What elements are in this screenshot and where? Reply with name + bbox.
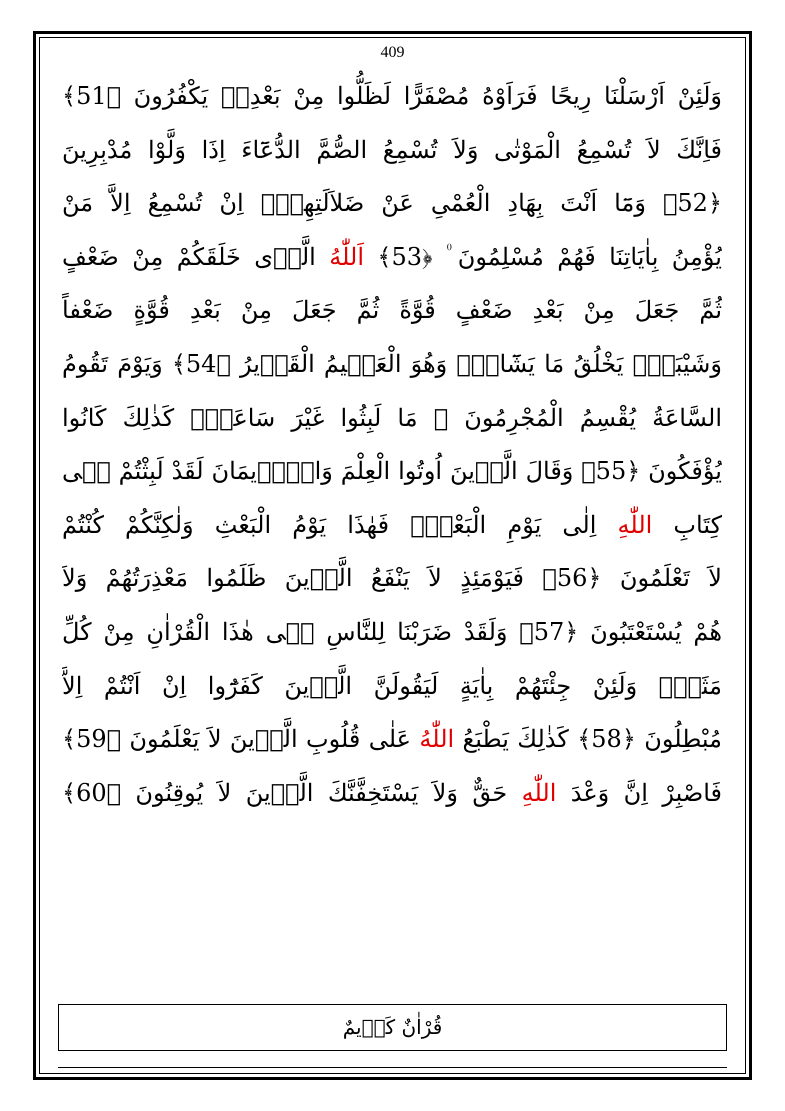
- text-line: السَّاعَةُ يُقْسِمُ الْمُجْرِمُونَ ۙ مَا لَبِثُوا غَيْرَ سَاعَةٍۜ كَذٰلِكَ كَانُوا: [62, 403, 722, 432]
- text-line: هُمْ يُسْتَعْتَبُونَ ﴿57﴾ وَلَقَدْ ضَرَبْنَا لِلنَّاسِ فٖى هٰذَا الْقُرْاٰنِ مِنْ كُلِّ: [62, 617, 722, 646]
- quran-text-block: [62, 70, 722, 820]
- text-line: يُؤْفَكُونَ ﴿55﴾ وَقَالَ الَّذٖينَ اُوتُوا الْعِلْمَ وَالْاٖيمَانَ لَقَدْ لَبِثْتُمْ فٖى: [62, 457, 722, 486]
- text-line: لاَ تَعْلَمُونَ ﴿56﴾ فَيَوْمَئِذٍ لاَ يَنْفَعُ الَّذٖينَ ظَلَمُوا مَعْذِرَتُهُمْ وَلاَ: [62, 564, 722, 593]
- divine-name-highlight: اللّٰهِ: [521, 778, 557, 807]
- footer-title-box: [58, 1004, 727, 1051]
- text-line: ثُمَّ جَعَلَ مِنْ بَعْدِ ضَعْفٍ قُوَّةً ثُمَّ جَعَلَ مِنْ بَعْدِ قُوَّةٍ ضَعْفاً: [62, 296, 722, 325]
- text-line: فَاِنَّكَ لاَ تُسْمِعُ الْمَوْتٰى وَلاَ تُسْمِعُ الصُّمَّ الدُّعَٓاءَ اِذَا وَلَّوْا مُدْبِرِينَ: [62, 135, 722, 164]
- footer-divider: [58, 1067, 727, 1068]
- footer-title: قُرْاٰنٌ كَرٖيمٌ: [342, 1015, 443, 1039]
- divine-name-highlight: اللّٰهِ: [617, 510, 653, 539]
- divine-name-highlight: اَللّٰهُ: [329, 242, 364, 271]
- text-line: ﴿52﴾ وَمَٓا اَنْتَ بِهَادِ الْعُمْىِ عَنْ ضَلاَلَتِهِمْۜ اِنْ تُسْمِعُ اِلاَّ مَنْ: [62, 189, 722, 218]
- text-line: مُبْطِلُونَ ﴿58﴾ كَذٰلِكَ يَطْبَعُ اللّٰهُ عَلٰى قُلُوبِ الَّذٖينَ لاَ يَعْلَمُونَ ﴿59﴾: [62, 725, 722, 754]
- divine-name-highlight: اللّٰهُ: [419, 725, 455, 754]
- text-line: كِتَابِ اللّٰهِ اِلٰى يَوْمِ الْبَعْثِۘ فَهٰذَا يَوْمُ الْبَعْثِ وَلٰكِنَّكُمْ كُنْتُمْ: [62, 510, 722, 539]
- text-line: يُؤْمِنُ بِاٰيَاتِنَا فَهُمْ مُسْلِمُونَ ۠ ﴿53﴾ اَللّٰهُ الَّذٖى خَلَقَكُمْ مِنْ ضَعْفٍ: [62, 242, 722, 271]
- text-line: مَثَلٍۜ وَلَئِنْ جِئْتَهُمْ بِاٰيَةٍ لَيَقُولَنَّ الَّذٖينَ كَفَرُٓوا اِنْ اَنْتُمْ اِلاَّ: [62, 671, 722, 700]
- page-number: 409: [380, 44, 405, 61]
- text-line: فَاصْبِرْ اِنَّ وَعْدَ اللّٰهِ حَقٌّ وَلاَ يَسْتَخِفَّنَّكَ الَّذٖينَ لاَ يُوقِنُونَ ﴿60﴾: [62, 778, 722, 807]
- text-line: وَلَئِنْ اَرْسَلْنَا رِيحًا فَرَاَوْهُ مُصْفَرًّا لَظَلُّوا مِنْ بَعْدِهٖ يَكْفُرُونَ ﴿51﴾: [62, 82, 722, 110]
- text-line: وَشَيْبَةًۜ يَخْلُقُ مَا يَشَٓاءُۚ وَهُوَ الْعَلٖيمُ الْقَدٖيرُ ﴿54﴾ وَيَوْمَ تَقُومُ: [62, 349, 722, 378]
